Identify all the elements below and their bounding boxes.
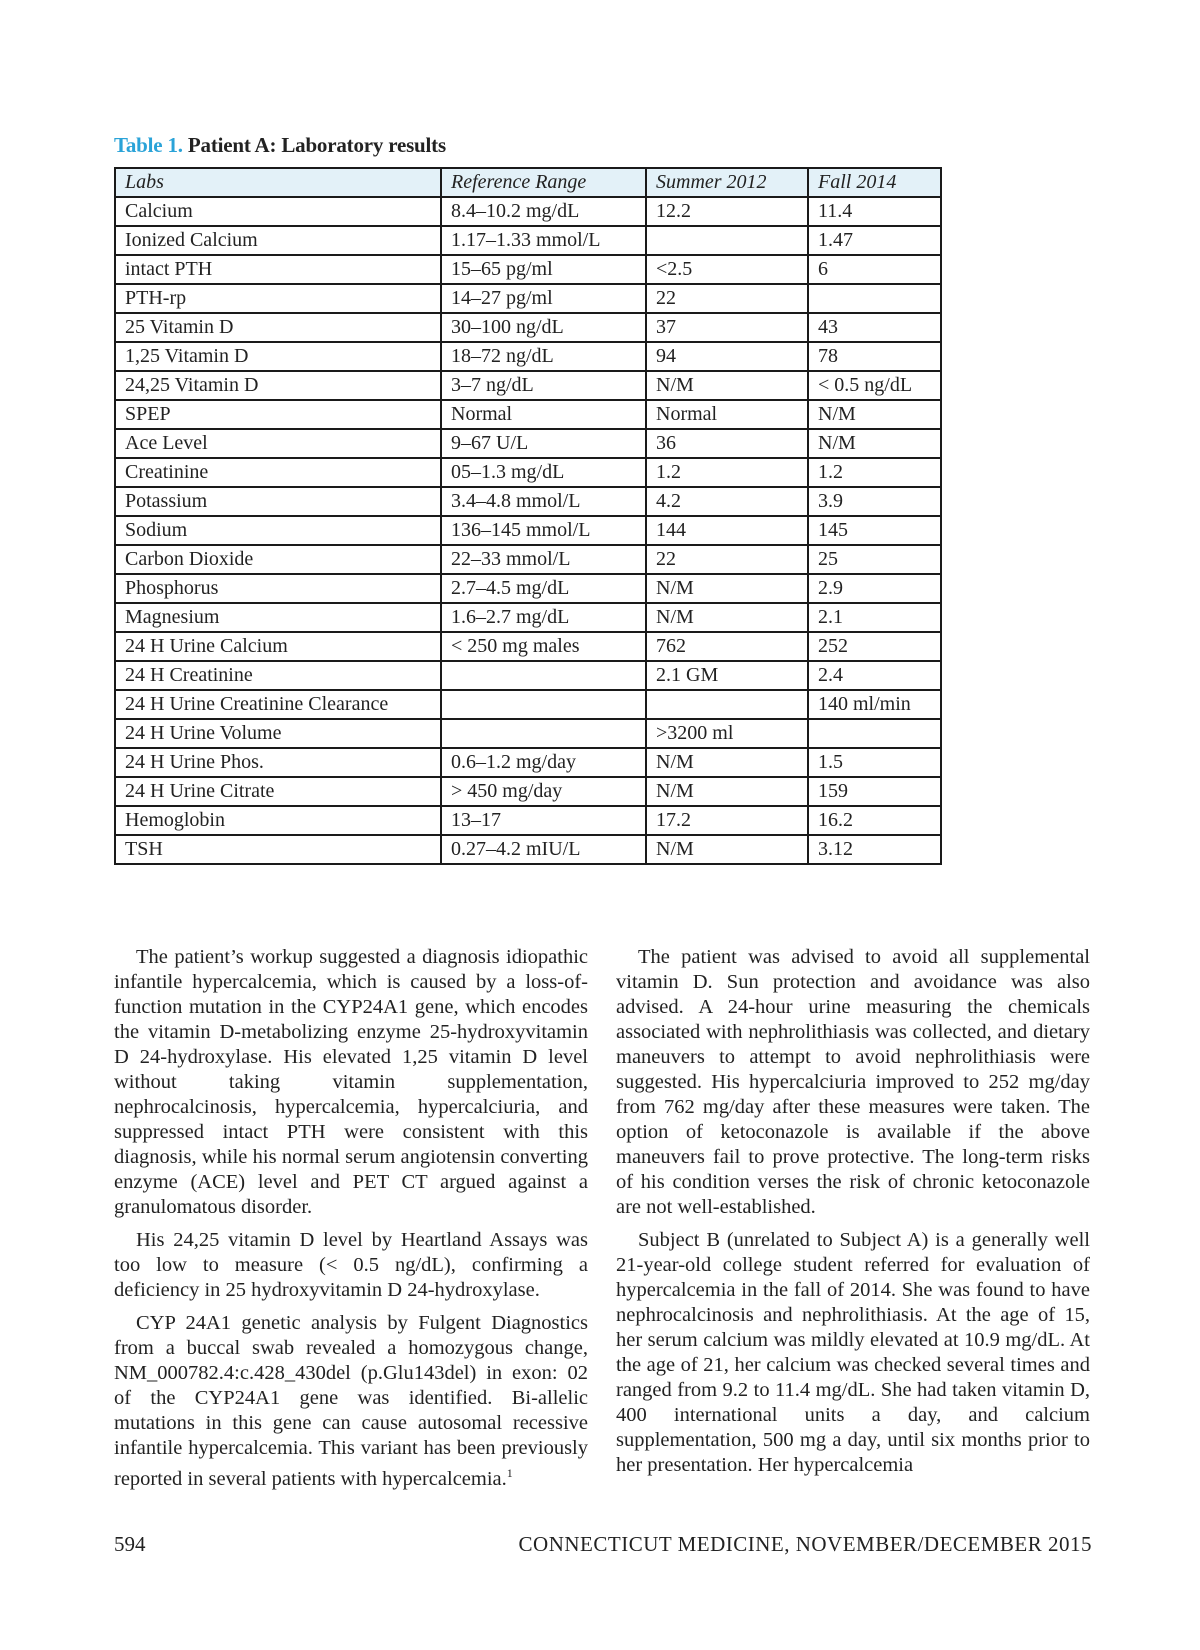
cell-lab-name: Creatinine — [115, 458, 441, 487]
cell-summer-2012: 1.2 — [646, 458, 808, 487]
cell-summer-2012 — [646, 226, 808, 255]
cell-fall-2014: 11.4 — [808, 197, 941, 226]
cell-reference-range: 14–27 pg/ml — [441, 284, 646, 313]
table-row — [115, 342, 941, 371]
cell-fall-2014: 159 — [808, 777, 941, 806]
cell-fall-2014: 43 — [808, 313, 941, 342]
cell-lab-name: SPEP — [115, 400, 441, 429]
cell-reference-range — [441, 661, 646, 690]
cell-reference-range: 9–67 U/L — [441, 429, 646, 458]
cell-summer-2012: 22 — [646, 284, 808, 313]
header-labs: Labs — [115, 168, 441, 197]
header-reference-range: Reference Range — [441, 168, 646, 197]
table-caption — [114, 133, 446, 158]
table-row — [115, 661, 941, 690]
cell-lab-name: TSH — [115, 835, 441, 864]
cell-summer-2012: N/M — [646, 603, 808, 632]
cell-lab-name: Magnesium — [115, 603, 441, 632]
cell-lab-name: 24 H Urine Volume — [115, 719, 441, 748]
journal-footer: CONNECTICUT MEDICINE, NOVEMBER/DECEMBER 2015 — [518, 1532, 1092, 1556]
cell-summer-2012: Normal — [646, 400, 808, 429]
lab-results-table — [114, 167, 942, 865]
cell-reference-range: < 250 mg males — [441, 632, 646, 661]
cell-reference-range: 2.7–4.5 mg/dL — [441, 574, 646, 603]
table-row — [115, 545, 941, 574]
cell-summer-2012: 762 — [646, 632, 808, 661]
table-caption-number: Table 1. — [114, 133, 183, 157]
cell-summer-2012: 22 — [646, 545, 808, 574]
page-number: 594 — [114, 1532, 146, 1556]
cell-summer-2012: 94 — [646, 342, 808, 371]
cell-fall-2014: 16.2 — [808, 806, 941, 835]
table-row — [115, 632, 941, 661]
table-caption-title: Patient A: Laboratory results — [187, 133, 446, 157]
table-row — [115, 284, 941, 313]
header-fall-2014: Fall 2014 — [808, 168, 941, 197]
cell-lab-name: Sodium — [115, 516, 441, 545]
table-row — [115, 487, 941, 516]
cell-reference-range: Normal — [441, 400, 646, 429]
cell-fall-2014: 3.9 — [808, 487, 941, 516]
cell-fall-2014: 6 — [808, 255, 941, 284]
cell-fall-2014: 2.1 — [808, 603, 941, 632]
cell-lab-name: 24 H Creatinine — [115, 661, 441, 690]
body-paragraph-text: CYP 24A1 genetic analysis by Fulgent Diagnostics from a buccal swab revealed a homozygous change, NM_000782.4:c.428_430del (p.Glu143del) in exon: 02 of the CYP24A1 gene was identified. Bi-allelic mutations in this gene can cause autosomal recessive infantile hypercalcemia. This variant has been previously reported in several patients with hypercalcemia. — [114, 1312, 588, 1490]
cell-reference-range: 05–1.3 mg/dL — [441, 458, 646, 487]
left-column — [114, 945, 588, 1500]
cell-lab-name: 24,25 Vitamin D — [115, 371, 441, 400]
table-row — [115, 516, 941, 545]
cell-lab-name: Hemoglobin — [115, 806, 441, 835]
body-paragraph — [114, 1311, 588, 1492]
table-row — [115, 313, 941, 342]
cell-lab-name: 25 Vitamin D — [115, 313, 441, 342]
table-row — [115, 806, 941, 835]
cell-fall-2014: 252 — [808, 632, 941, 661]
cell-reference-range: 30–100 ng/dL — [441, 313, 646, 342]
table-row — [115, 400, 941, 429]
body-paragraph: The patient was advised to avoid all supplemental vitamin D. Sun protection and avoidance was also advised. A 24-hour urine measuring the chemicals associated with nephrolithiasis was collected, and dietary maneuvers to attempt to avoid nephrolithiasis were suggested. His hypercalciuria improved to 252 mg/day from 762 mg/day after these measures were taken. The option of ketoconazole is available if the above maneuvers fail to prove protective. The long-term risks of his condition verses the risk of chronic ketoconazole are not well-established. — [616, 946, 1090, 1218]
cell-fall-2014: N/M — [808, 400, 941, 429]
cell-reference-range: 1.6–2.7 mg/dL — [441, 603, 646, 632]
cell-summer-2012: 36 — [646, 429, 808, 458]
cell-fall-2014: N/M — [808, 429, 941, 458]
cell-fall-2014: 140 ml/min — [808, 690, 941, 719]
cell-summer-2012: 12.2 — [646, 197, 808, 226]
cell-fall-2014: 25 — [808, 545, 941, 574]
cell-reference-range: 18–72 ng/dL — [441, 342, 646, 371]
cell-lab-name: Potassium — [115, 487, 441, 516]
cell-lab-name: 1,25 Vitamin D — [115, 342, 441, 371]
cell-reference-range: 8.4–10.2 mg/dL — [441, 197, 646, 226]
cell-summer-2012: N/M — [646, 835, 808, 864]
cell-lab-name: intact PTH — [115, 255, 441, 284]
cell-summer-2012: 2.1 GM — [646, 661, 808, 690]
cell-lab-name: PTH-rp — [115, 284, 441, 313]
table-header-row — [115, 168, 941, 197]
cell-reference-range: 1.17–1.33 mmol/L — [441, 226, 646, 255]
table-row — [115, 690, 941, 719]
cell-reference-range: 0.6–1.2 mg/day — [441, 748, 646, 777]
cell-reference-range: 3.4–4.8 mmol/L — [441, 487, 646, 516]
cell-reference-range — [441, 719, 646, 748]
table-row — [115, 777, 941, 806]
table-body — [115, 197, 941, 864]
cell-reference-range: 0.27–4.2 mIU/L — [441, 835, 646, 864]
cell-lab-name: Ionized Calcium — [115, 226, 441, 255]
cell-fall-2014: 1.2 — [808, 458, 941, 487]
cell-summer-2012: N/M — [646, 748, 808, 777]
cell-summer-2012: 4.2 — [646, 487, 808, 516]
cell-reference-range: 22–33 mmol/L — [441, 545, 646, 574]
cell-reference-range: 13–17 — [441, 806, 646, 835]
table-row — [115, 371, 941, 400]
cell-lab-name: Calcium — [115, 197, 441, 226]
cell-fall-2014 — [808, 719, 941, 748]
cell-reference-range: 15–65 pg/ml — [441, 255, 646, 284]
body-paragraph: The patient’s workup suggested a diagnosis idiopathic infantile hypercalcemia, which is caused by a loss-of-function mutation in the CYP24A1 gene, which encodes the vitamin D-metabolizing enzyme 25-hydroxyvitamin D 24-hydroxylase. His elevated 1,25 vitamin D level without taking vitamin supplementation, nephrocalcinosis, hypercalcemia, hypercalciuria, and suppressed intact PTH were consistent with this diagnosis, while his normal serum angiotensin converting enzyme (ACE) level and PET CT argued against a granulomatous disorder. — [114, 946, 588, 1218]
cell-fall-2014: 2.4 — [808, 661, 941, 690]
cell-lab-name: Phosphorus — [115, 574, 441, 603]
cell-summer-2012: N/M — [646, 371, 808, 400]
cell-lab-name: 24 H Urine Phos. — [115, 748, 441, 777]
cell-summer-2012 — [646, 690, 808, 719]
cell-fall-2014: < 0.5 ng/dL — [808, 371, 941, 400]
right-column — [616, 945, 1090, 1486]
cell-fall-2014: 2.9 — [808, 574, 941, 603]
cell-reference-range: 136–145 mmol/L — [441, 516, 646, 545]
table-row — [115, 458, 941, 487]
table-row — [115, 255, 941, 284]
cell-fall-2014: 1.47 — [808, 226, 941, 255]
table-row — [115, 719, 941, 748]
cell-reference-range: 3–7 ng/dL — [441, 371, 646, 400]
table-row — [115, 197, 941, 226]
table-row — [115, 603, 941, 632]
cell-summer-2012: N/M — [646, 574, 808, 603]
cell-fall-2014: 145 — [808, 516, 941, 545]
cell-lab-name: 24 H Urine Citrate — [115, 777, 441, 806]
cell-lab-name: 24 H Urine Creatinine Clearance — [115, 690, 441, 719]
cell-lab-name: Ace Level — [115, 429, 441, 458]
table-row — [115, 226, 941, 255]
cell-fall-2014: 78 — [808, 342, 941, 371]
table-row — [115, 574, 941, 603]
cell-summer-2012: 144 — [646, 516, 808, 545]
table-row — [115, 429, 941, 458]
table-row — [115, 835, 941, 864]
cell-lab-name: Carbon Dioxide — [115, 545, 441, 574]
footnote-reference: 1 — [506, 1466, 513, 1480]
cell-reference-range — [441, 690, 646, 719]
cell-summer-2012: 37 — [646, 313, 808, 342]
table-row — [115, 748, 941, 777]
body-paragraph: His 24,25 vitamin D level by Heartland Assays was too low to measure (< 0.5 ng/dL), confirming a deficiency in 25 hydroxyvitamin D 24-hydroxylase. — [114, 1229, 588, 1301]
cell-fall-2014 — [808, 284, 941, 313]
cell-fall-2014: 3.12 — [808, 835, 941, 864]
cell-fall-2014: 1.5 — [808, 748, 941, 777]
cell-reference-range: > 450 mg/day — [441, 777, 646, 806]
cell-summer-2012: 17.2 — [646, 806, 808, 835]
cell-lab-name: 24 H Urine Calcium — [115, 632, 441, 661]
cell-summer-2012: >3200 ml — [646, 719, 808, 748]
cell-summer-2012: N/M — [646, 777, 808, 806]
cell-summer-2012: <2.5 — [646, 255, 808, 284]
body-paragraph: Subject B (unrelated to Subject A) is a generally well 21-year-old college student referred for evaluation of hypercalcemia in the fall of 2014. She was found to have nephrocalcinosis and nephrolithiasis. At the age of 15, her serum calcium was mildly elevated at 10.9 mg/dL. At the age of 21, her calcium was checked several times and ranged from 9.2 to 11.4 mg/dL. She had taken vitamin D, 400 international units a day, and calcium supplementation, 500 mg a day, until six months prior to her presentation. Her hypercalcemia — [616, 1229, 1090, 1476]
header-summer-2012: Summer 2012 — [646, 168, 808, 197]
